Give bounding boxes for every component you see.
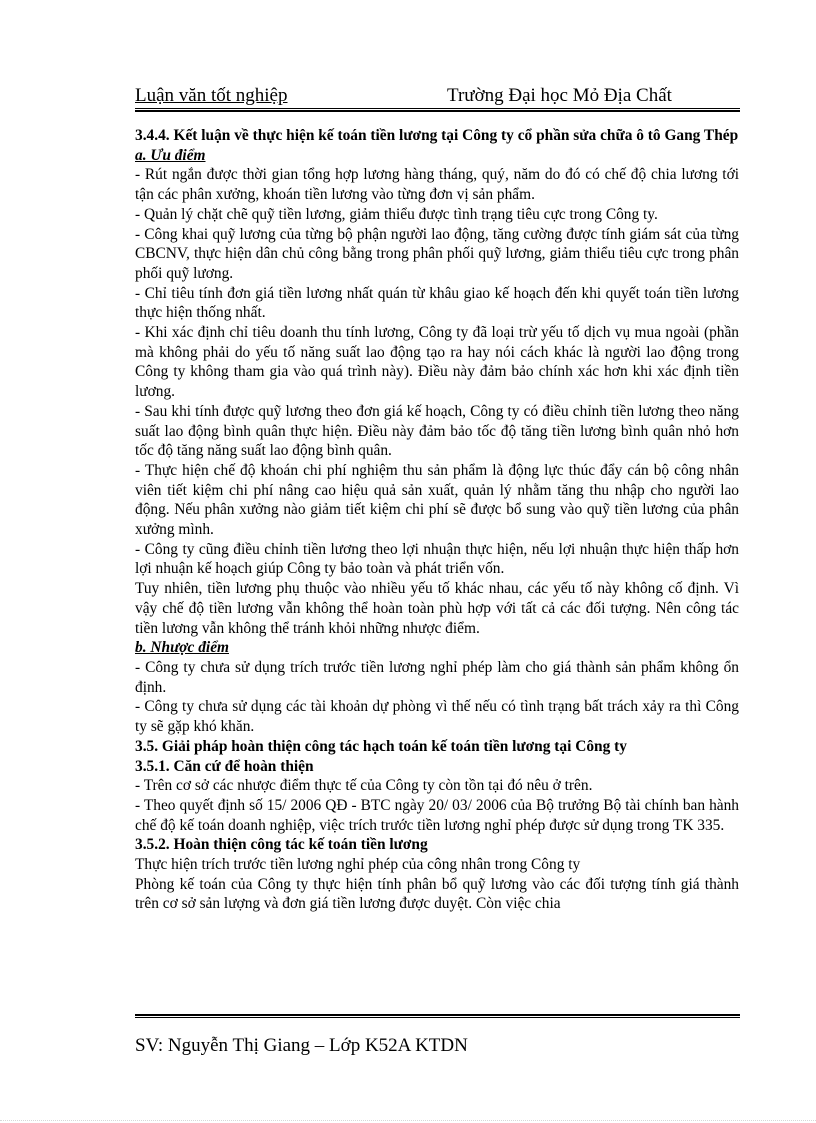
paragraph: - Công ty cũng điều chỉnh tiền lương theo lợi nhuận thực hiện, nếu lợi nhuận thực hiện thấp hơn lợi nhuận kế hoạch giúp Công ty bảo toàn và phát triển vốn. bbox=[135, 540, 739, 578]
paragraph: Thực hiện trích trước tiền lương nghỉ phép của công nhân trong Công ty bbox=[135, 856, 581, 874]
section-heading-3-5-1: 3.5.1. Căn cứ để hoàn thiện bbox=[135, 757, 314, 775]
paragraph: - Chỉ tiêu tính đơn giá tiền lương nhất quán từ khâu giao kế hoạch đến khi quyết toán tiền lương thực hiện thống nhất. bbox=[135, 284, 739, 322]
paragraph: - Rút ngắn được thời gian tổng hợp lương hàng tháng, quý, năm do đó có chế độ chia lương tới tận các phân xưởng, khoán tiền lương vào từng đơn vị sản phẩm. bbox=[135, 166, 739, 204]
header-rule bbox=[135, 108, 740, 112]
paragraph: - Công ty chưa sử dụng trích trước tiền lương nghỉ phép làm cho giá thành sản phẩm không ổn định. bbox=[135, 658, 739, 696]
paragraph: - Theo quyết định số 15/ 2006 QĐ - BTC ngày 20/ 03/ 2006 của Bộ trưởng Bộ tài chính ban hành chế độ kế toán doanh nghiệp, việc trích trước tiền lương nghỉ phép được sử dụng trong TK 335. bbox=[135, 796, 739, 834]
section-heading-3-5: 3.5. Giải pháp hoàn thiện công tác hạch toán kế toán tiền lương tại Công ty bbox=[135, 737, 627, 755]
paragraph: - Công ty chưa sử dụng các tài khoản dự phòng vì thế nếu có tình trạng bất trách xảy ra thì Công ty sẽ gặp khó khăn. bbox=[135, 698, 739, 736]
page-footer: SV: Nguyễn Thị Giang – Lớp K52A KTDN bbox=[135, 1035, 468, 1056]
page-bottom-border bbox=[0, 1120, 816, 1121]
paragraph: - Trên cơ sở các nhược điểm thực tế của Công ty còn tồn tại đó nêu ở trên. bbox=[135, 777, 593, 795]
section-heading-3-5-2: 3.5.2. Hoàn thiện công tác kế toán tiền lương bbox=[135, 836, 428, 854]
paragraph: - Quản lý chặt chẽ quỹ tiền lương, giảm thiểu được tình trạng tiêu cực trong Công ty. bbox=[135, 205, 658, 223]
header-thesis-label: Luận văn tốt nghiệp bbox=[135, 85, 288, 106]
section-heading-3-4-4: 3.4.4. Kết luận về thực hiện kế toán tiền lương tại Công ty cổ phần sửa chữa ô tô Gang Thép bbox=[135, 127, 739, 144]
paragraph: Phòng kế toán của Công ty thực hiện tính phân bổ quỹ lương vào các đối tượng tính giá thành trên cơ sở sản lượng và đơn giá tiền lương được duyệt. Còn việc chia bbox=[135, 875, 739, 913]
paragraph: - Sau khi tính được quỹ lương theo đơn giá kế hoạch, Công ty có điều chỉnh tiền lương theo năng suất lao động bình quân thực hiện. Điều này đảm bảo tốc độ tăng tiền lương bình quân nhỏ hơn tốc độ tăng năng suất lao động bình quân. bbox=[135, 402, 739, 460]
footer-rule bbox=[135, 1014, 740, 1018]
subheading-advantages: a. Ưu điểm bbox=[135, 146, 206, 164]
header-university-label: Trường Đại học Mỏ Địa Chất bbox=[447, 85, 672, 106]
subheading-disadvantages: b. Nhược điểm bbox=[135, 639, 229, 657]
paragraph: Tuy nhiên, tiền lương phụ thuộc vào nhiều yếu tố khác nhau, các yếu tố này không cố định. Vì vậy chế độ tiền lương vẫn không thể hoàn toàn phù hợp với tất cả các đối tượng. Nên công tác tiền lương vẫn không thể tránh khỏi những nhược điểm. bbox=[135, 580, 739, 637]
paragraph: - Thực hiện chế độ khoán chi phí nghiệm thu sản phẩm là động lực thúc đẩy cán bộ công nhân viên tiết kiệm chi phí nâng cao hiệu quả sản xuất, quản lý nhằm tăng thu nhập cho người lao động. Nếu phân xưởng nào giảm tiết kiệm chi phí sẽ được bổ sung vào quỹ tiền lương của phân xưởng mình. bbox=[135, 461, 739, 539]
paragraph: - Công khai quỹ lương của từng bộ phận người lao động, tăng cường được tính giám sát của từng CBCNV, thực hiện dân chủ công bằng trong phân phối quỹ lương, giảm thiểu tiêu cực trong phân phối quỹ lương. bbox=[135, 225, 739, 282]
document-body bbox=[135, 126, 739, 914]
paragraph: - Khi xác định chỉ tiêu doanh thu tính lương, Công ty đã loại trừ yếu tố dịch vụ mua ngoài (phần mà không phải do yếu tố năng suất lao động tạo ra hay nói cách khác là người lao động trong Công ty không tham gia vào quá trình này). Điều này đảm bảo chính xác hơn khi xác định tiền lương. bbox=[135, 324, 739, 401]
